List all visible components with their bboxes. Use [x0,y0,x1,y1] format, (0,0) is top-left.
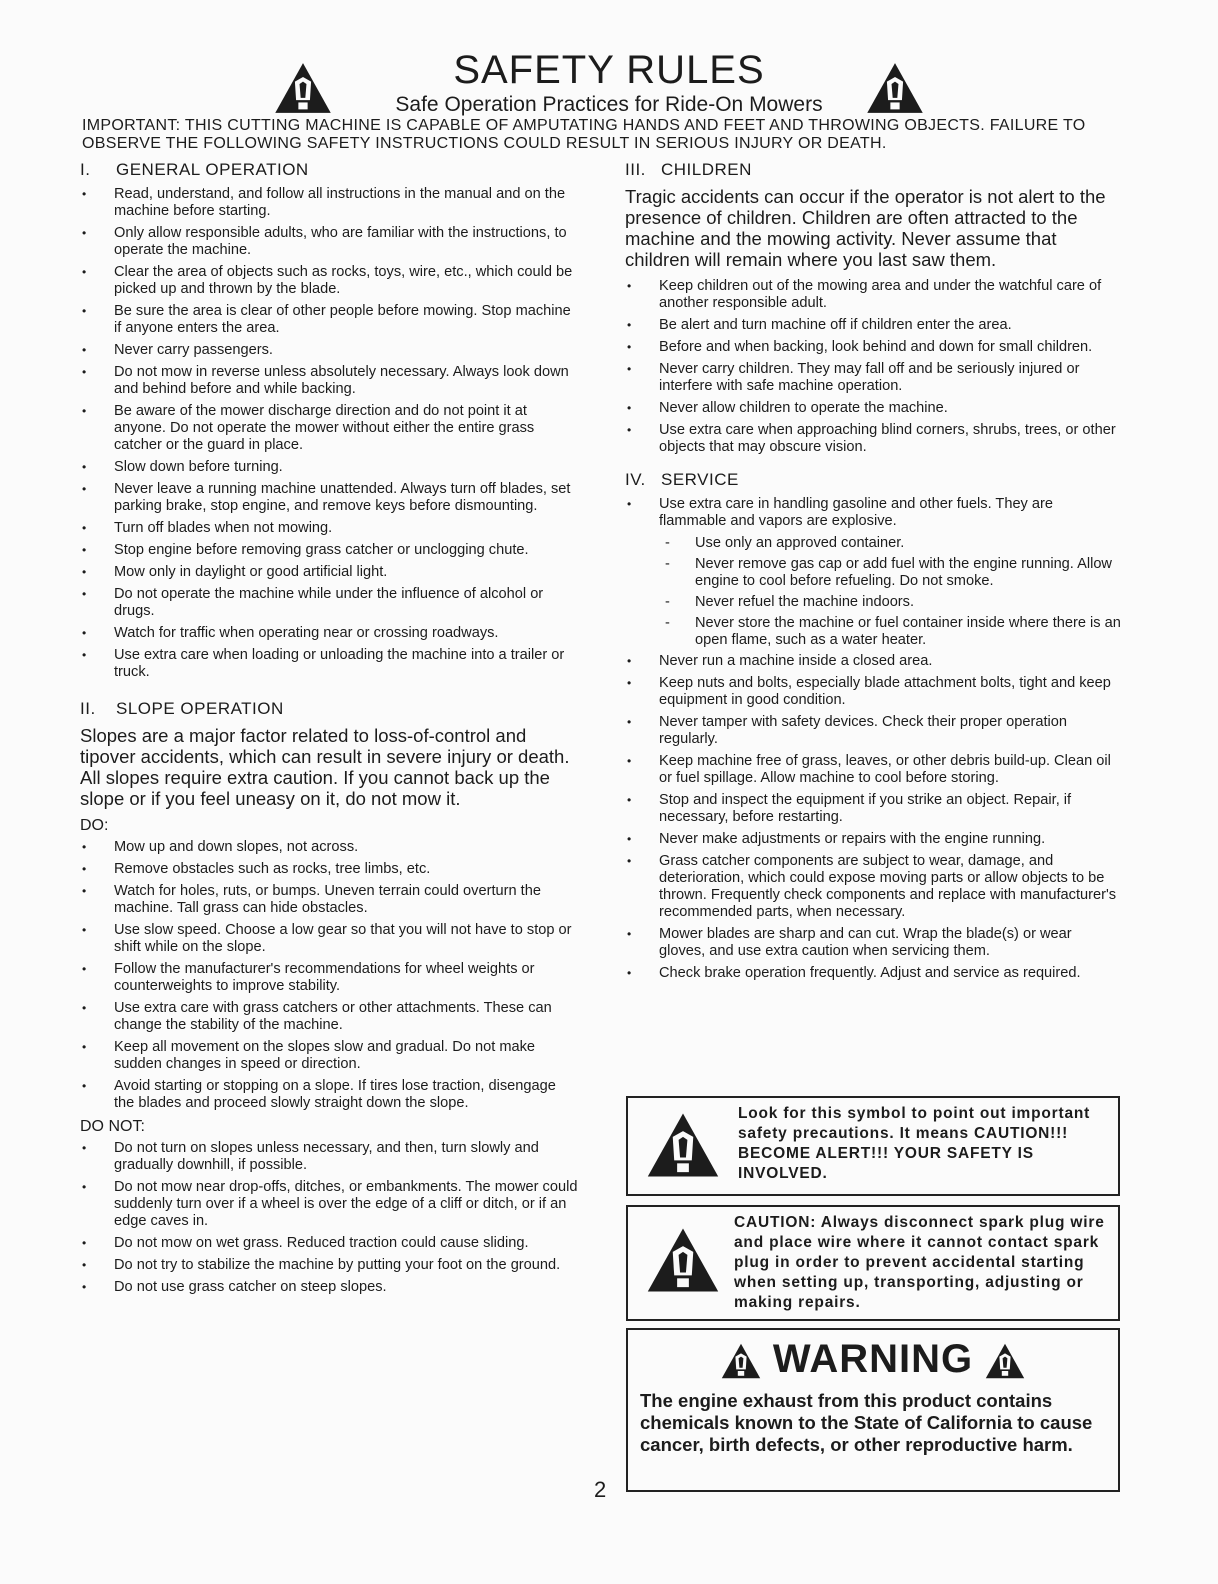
page-subtitle: Safe Operation Practices for Ride-On Mowers [395,93,823,116]
page-number: 2 [594,1477,607,1502]
list-item: • Use slow speed. Choose a low gear so that you will not have to stop or shift while on the slope. [80,922,578,956]
list-item: • Keep all movement on the slopes slow and gradual. Do not make sudden changes in speed or direction. [80,1039,578,1073]
list-item: • Use extra care with grass catchers or other attachments. These can change the stability of the machine. [80,1000,578,1034]
service-rules-list-continued [625,653,1121,982]
list-item: • Do not operate the machine while under the influence of alcohol or drugs. [80,586,578,620]
do-list [80,839,578,1112]
list-item: • Mow up and down slopes, not across. [80,839,578,856]
header [0,48,1218,118]
section-heading-slope [80,699,578,719]
list-item: • Read, understand, and follow all instructions in the manual and on the machine before starting. [80,186,578,220]
list-item: • Be sure the area is clear of other people before mowing. Stop machine if anyone enters the area. [80,303,578,337]
warning-triangle-icon [646,1227,720,1293]
list-item: • Stop engine before removing grass catcher or unclogging chute. [80,542,578,559]
list-item: • Keep machine free of grass, leaves, or other debris build-up. Clean oil or fuel spillage. Allow machine to cool before storing. [625,753,1121,787]
list-item: • Be alert and turn machine off if children enter the area. [625,317,1121,334]
warning-heading [628,1336,1118,1382]
slope-intro: Slopes are a major factor related to loss-of-control and tipover accidents, which can result in severe injury or death. All slopes require extra caution. If you cannot back up the slope or if you feel uneasy on it, do not mow it. [80,725,570,809]
left-column [80,160,578,1301]
children-intro: Tragic accidents can occur if the operator is not alert to the presence of children. Children are often attracted to the machine and the mowing activity. Never assume that children will remain where you last saw them. [625,186,1106,270]
warning-triangle-icon [721,1343,761,1379]
list-item: • Use extra care when approaching blind corners, shrubs, trees, or other objects that may obscure vision. [625,422,1121,456]
list-item: • Check brake operation frequently. Adjust and service as required. [625,965,1121,982]
sub-list-item: - Never remove gas cap or add fuel with the engine running. Allow engine to cool before refueling. Do not smoke. [625,556,1121,590]
list-item: • Avoid starting or stopping on a slope. If tires lose traction, disengage the blades and proceed slowly straight down the slope. [80,1078,578,1112]
symbol-explanation-text: Look for this symbol to point out important safety precautions. It means CAUTION!!! BECOME ALERT!!! YOUR SAFETY IS INVOLVED. [738,1105,1091,1182]
list-item: • Do not turn on slopes unless necessary, and then, turn slowly and gradually downhill, if possible. [80,1140,578,1174]
california-warning-box [626,1328,1120,1492]
section-number: III. [625,160,646,179]
warning-title: WARNING [772,1337,974,1381]
list-item: • Watch for holes, ruts, or bumps. Uneven terrain could overturn the machine. Tall grass can hide obstacles. [80,883,578,917]
warning-triangle-icon [274,62,332,114]
list-item: • Never carry children. They may fall off and be seriously injured or interfere with safe machine operation. [625,361,1121,395]
list-item: • Do not mow in reverse unless absolutely necessary. Always look down and behind before and while backing. [80,364,578,398]
section-heading-service [625,470,1121,490]
list-item: • Do not mow on wet grass. Reduced traction could cause sliding. [80,1235,578,1252]
warning-text: The engine exhaust from this product contains chemicals known to the State of California to cause cancer, birth defects, or other reproductive harm. [640,1390,1093,1455]
page-title: SAFETY RULES [453,48,765,92]
sub-list-item: - Never refuel the machine indoors. [625,594,1121,611]
list-item: • Remove obstacles such as rocks, tree limbs, etc. [80,861,578,878]
do-label: DO: [80,817,109,834]
list-item: • Do not try to stabilize the machine by putting your foot on the ground. [80,1257,578,1274]
list-item: • Never leave a running machine unattended. Always turn off blades, set parking brake, stop engine, and remove keys before dismounting. [80,481,578,515]
list-item: • Use extra care when loading or unloading the machine into a trailer or truck. [80,647,578,681]
right-column [625,160,1121,987]
list-item: • Never carry passengers. [80,342,578,359]
list-item: • Do not use grass catcher on steep slopes. [80,1279,578,1296]
caution-text: CAUTION: Always disconnect spark plug wire and place wire where it cannot contact spark plug in order to prevent accidental starting when setting up, transporting, adjusting or making repairs. [734,1214,1105,1311]
list-item: • Stop and inspect the equipment if you strike an object. Repair, if necessary, before restarting. [625,792,1121,826]
general-rules-list [80,186,578,681]
section-number: IV. [625,470,646,489]
symbol-explanation-box [626,1096,1120,1196]
section-heading-general [80,160,578,180]
list-item: • Clear the area of objects such as rocks, toys, wire, etc., which could be picked up and thrown by the blade. [80,264,578,298]
list-item: • Use extra care in handling gasoline and other fuels. They are flammable and vapors are explosive. [625,496,1121,530]
list-item: • Mow only in daylight or good artificial light. [80,564,578,581]
warning-triangle-icon [646,1112,720,1178]
children-rules-list [625,278,1121,456]
section-number: II. [80,699,96,718]
sub-list-item: - Never store the machine or fuel container inside where there is an open flame, such as a water heater. [625,615,1121,649]
section-title: CHILDREN [661,160,752,179]
list-item: • Before and when backing, look behind and down for small children. [625,339,1121,356]
list-item: • Do not mow near drop-offs, ditches, or embankments. The mower could suddenly turn over if a wheel is over the edge of a cliff or ditch, or if an edge caves in. [80,1179,578,1230]
caution-box [626,1205,1120,1321]
fuel-sub-list [625,535,1121,649]
list-item: • Never tamper with safety devices. Check their proper operation regularly. [625,714,1121,748]
list-item: • Never allow children to operate the machine. [625,400,1121,417]
list-item: • Follow the manufacturer's recommendations for wheel weights or counterweights to improve stability. [80,961,578,995]
section-title: GENERAL OPERATION [116,160,309,179]
list-item: • Keep nuts and bolts, especially blade attachment bolts, tight and keep equipment in good condition. [625,675,1121,709]
list-item: • Turn off blades when not mowing. [80,520,578,537]
section-heading-children [625,160,1121,180]
warning-triangle-icon [866,62,924,114]
section-title: SERVICE [661,470,739,489]
list-item: • Grass catcher components are subject to wear, damage, and deterioration, which could expose moving parts or allow objects to be thrown. Frequently check components and replace with manufacturer's recommended parts, when necessary. [625,853,1121,921]
list-item: • Slow down before turning. [80,459,578,476]
do-not-label: DO NOT: [80,1118,145,1135]
list-item: • Mower blades are sharp and can cut. Wrap the blade(s) or wear gloves, and use extra caution when servicing them. [625,926,1121,960]
warning-triangle-icon [985,1343,1025,1379]
list-item: • Only allow responsible adults, who are familiar with the instructions, to operate the machine. [80,225,578,259]
list-item: • Be aware of the mower discharge direction and do not point it at anyone. Do not operate the mower without either the entire grass catcher or the guard in place. [80,403,578,454]
list-item: • Watch for traffic when operating near or crossing roadways. [80,625,578,642]
do-not-list [80,1140,578,1296]
list-item: • Never make adjustments or repairs with the engine running. [625,831,1121,848]
section-title: SLOPE OPERATION [116,699,284,718]
service-rules-list [625,496,1121,530]
important-notice: IMPORTANT: THIS CUTTING MACHINE IS CAPABLE OF AMPUTATING HANDS AND FEET AND THROWING OBJECTS. FAILURE TO OBSERVE THE FOLLOWING SAFETY INSTRUCTIONS COULD RESULT IN SERIOUS INJURY OR DEATH. [82,117,1086,152]
section-number: I. [80,160,91,179]
list-item: • Never run a machine inside a closed area. [625,653,1121,670]
list-item: • Keep children out of the mowing area and under the watchful care of another responsible adult. [625,278,1121,312]
sub-list-item: - Use only an approved container. [625,535,1121,552]
